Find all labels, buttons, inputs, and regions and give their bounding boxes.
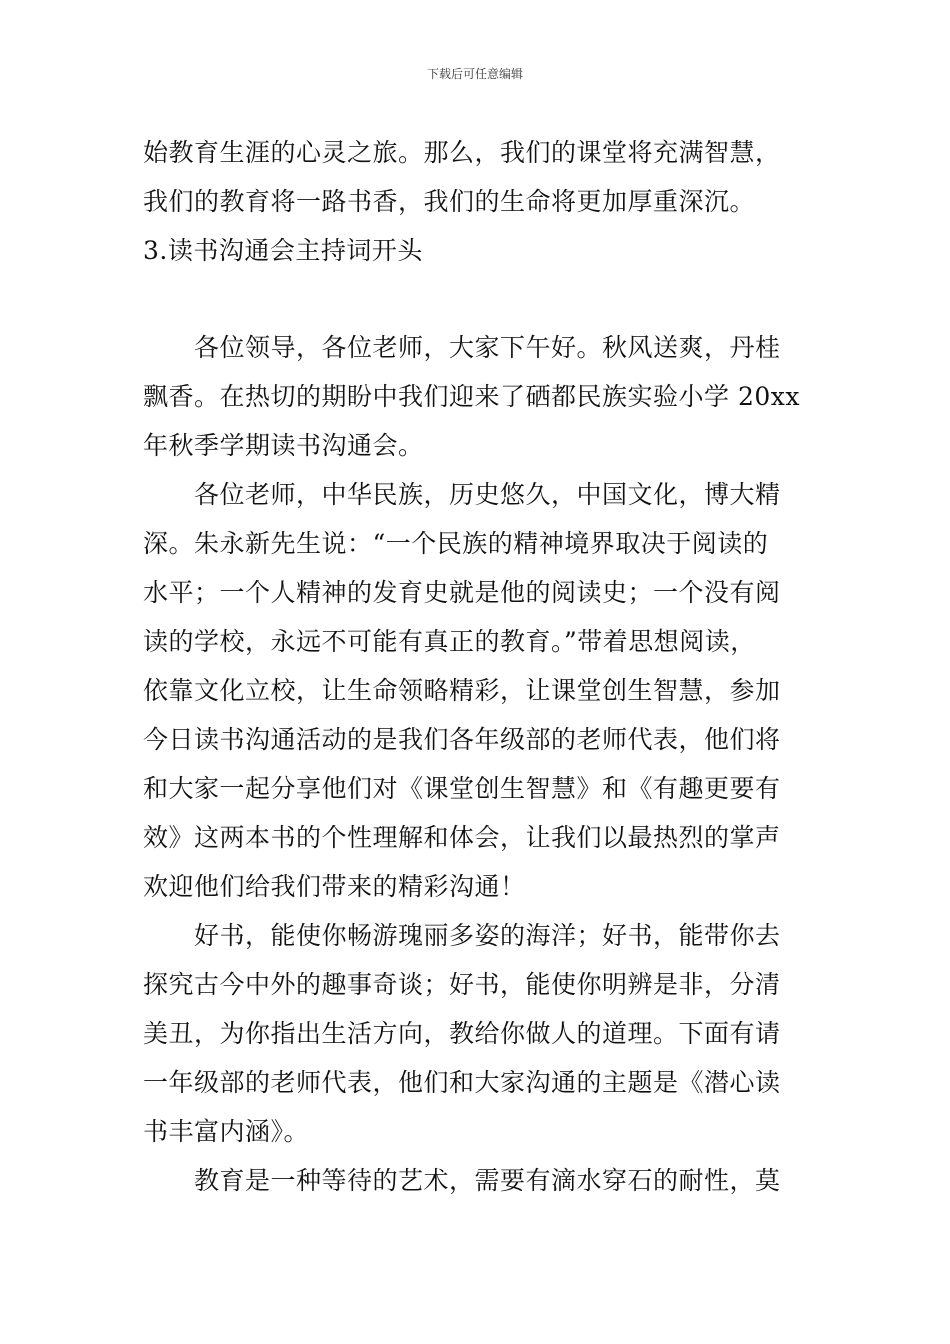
paragraph-spacer [143, 275, 808, 323]
text-line: 探究古今中外的趣事奇谈；好书，能使你明辨是非，分清 [143, 970, 781, 999]
page-header: 下载后可任意编辑 [426, 67, 523, 81]
text-line: 一年级部的老师代表，他们和大家沟通的主题是《潜心读 [143, 1068, 781, 1097]
text-line: 我们的教育将一路书香，我们的生命将更加厚重深沉。 [143, 187, 756, 216]
text-line: 今日读书沟通活动的是我们各年级部的老师代表，他们将 [143, 725, 781, 754]
text-line: 书丰富内涵》。 [143, 1117, 310, 1146]
text-line: 欢迎他们给我们带来的精彩沟通！ [143, 872, 526, 901]
text-line: 好书，能使你畅游瑰丽多姿的海洋；好书，能带你去 [194, 921, 781, 950]
text-line: 读的学校，永远不可能有真正的教育。”带着思想阅读， [143, 627, 756, 656]
text-line: 始教育生涯的心灵之旅。那么，我们的课堂将充满智慧， [143, 138, 781, 167]
section-heading: 3.读书沟通会主持词开头 [143, 236, 423, 265]
text-line: 各位老师，中华民族，历史悠久，中国文化，博大精 [194, 480, 781, 509]
text-line: 飘香。在热切的期盼中我们迎来了硒都民族实验小学 20xx [143, 382, 800, 411]
text-line: 水平；一个人精神的发育史就是他的阅读史；一个没有阅 [143, 578, 781, 607]
text-line: 各位领导，各位老师，大家下午好。秋风送爽，丹桂 [194, 333, 781, 362]
text-line: 依靠文化立校，让生命领略精彩，让课堂创生智慧，参加 [143, 676, 781, 705]
text-line: 年秋季学期读书沟通会。 [143, 431, 424, 460]
document-body [143, 128, 808, 1205]
text-line: 美丑，为你指出生活方向，教给你做人的道理。下面有请 [143, 1019, 781, 1048]
text-line: 教育是一种等待的艺术，需要有滴水穿石的耐性，莫 [194, 1166, 781, 1195]
text-line: 深。朱永新先生说：“一个民族的精神境界取决于阅读的 [143, 529, 769, 558]
text-line: 和大家一起分享他们对《课堂创生智慧》和《有趣更要有 [143, 774, 781, 803]
text-line: 效》这两本书的个性理解和体会，让我们以最热烈的掌声 [143, 823, 781, 852]
